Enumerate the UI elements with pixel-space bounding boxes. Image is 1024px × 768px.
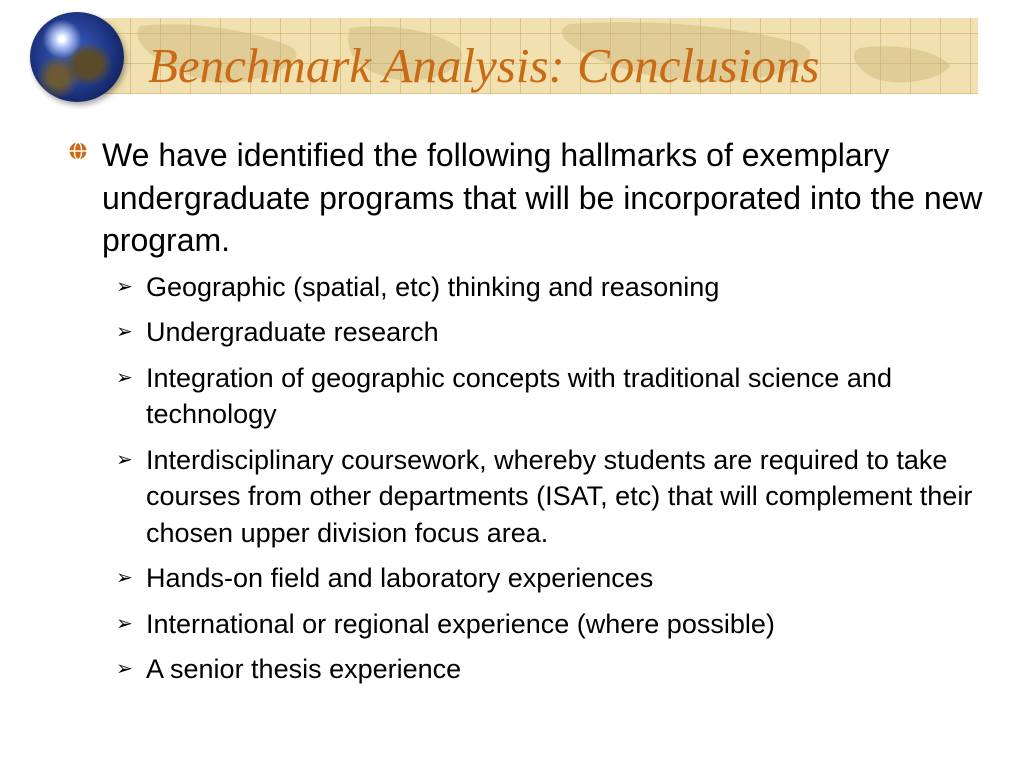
arrow-bullet-icon: ➢: [116, 658, 133, 680]
sub-bullet-item: [116, 651, 990, 688]
sub-bullet-text: Interdisciplinary coursework, whereby students are required to take courses from other departments (ISAT, etc) that will complement their chosen upper division focus area.: [146, 444, 973, 548]
sub-bullet-text: Undergraduate research: [146, 317, 439, 347]
slide-title: Benchmark Analysis: Conclusions: [148, 38, 820, 93]
arrow-bullet-icon: ➢: [116, 275, 133, 298]
slide-content: [60, 134, 990, 697]
sub-bullet-item: [116, 360, 990, 433]
main-bullet: [60, 134, 990, 262]
main-bullet-text: We have identified the following hallmarks of exemplary undergraduate programs that will be incorporated into the new program.: [102, 137, 983, 258]
globe-logo-icon: [30, 12, 124, 102]
arrow-bullet-icon: ➢: [116, 567, 133, 589]
arrow-bullet-icon: ➢: [116, 366, 133, 389]
sub-bullet-text: Hands-on field and laboratory experiences: [146, 563, 654, 593]
sub-bullet-item: [116, 442, 990, 552]
globe-bullet-icon: [68, 141, 88, 161]
sub-bullet-text: International or regional experience (where possible): [146, 608, 775, 639]
sub-bullet-text: Integration of geographic concepts with traditional science and technology: [146, 362, 892, 429]
sub-bullet-item: [116, 606, 990, 643]
sub-bullet-text: Geographic (spatial, etc) thinking and reasoning: [146, 271, 720, 302]
sub-bullet-text: A senior thesis experience: [146, 654, 462, 684]
arrow-bullet-icon: ➢: [116, 448, 133, 471]
sub-bullet-item: [116, 314, 990, 351]
sub-bullet-list: [60, 269, 990, 688]
sub-bullet-item: [116, 560, 990, 597]
arrow-bullet-icon: ➢: [116, 321, 133, 343]
arrow-bullet-icon: ➢: [116, 612, 133, 635]
sub-bullet-item: [116, 269, 990, 306]
